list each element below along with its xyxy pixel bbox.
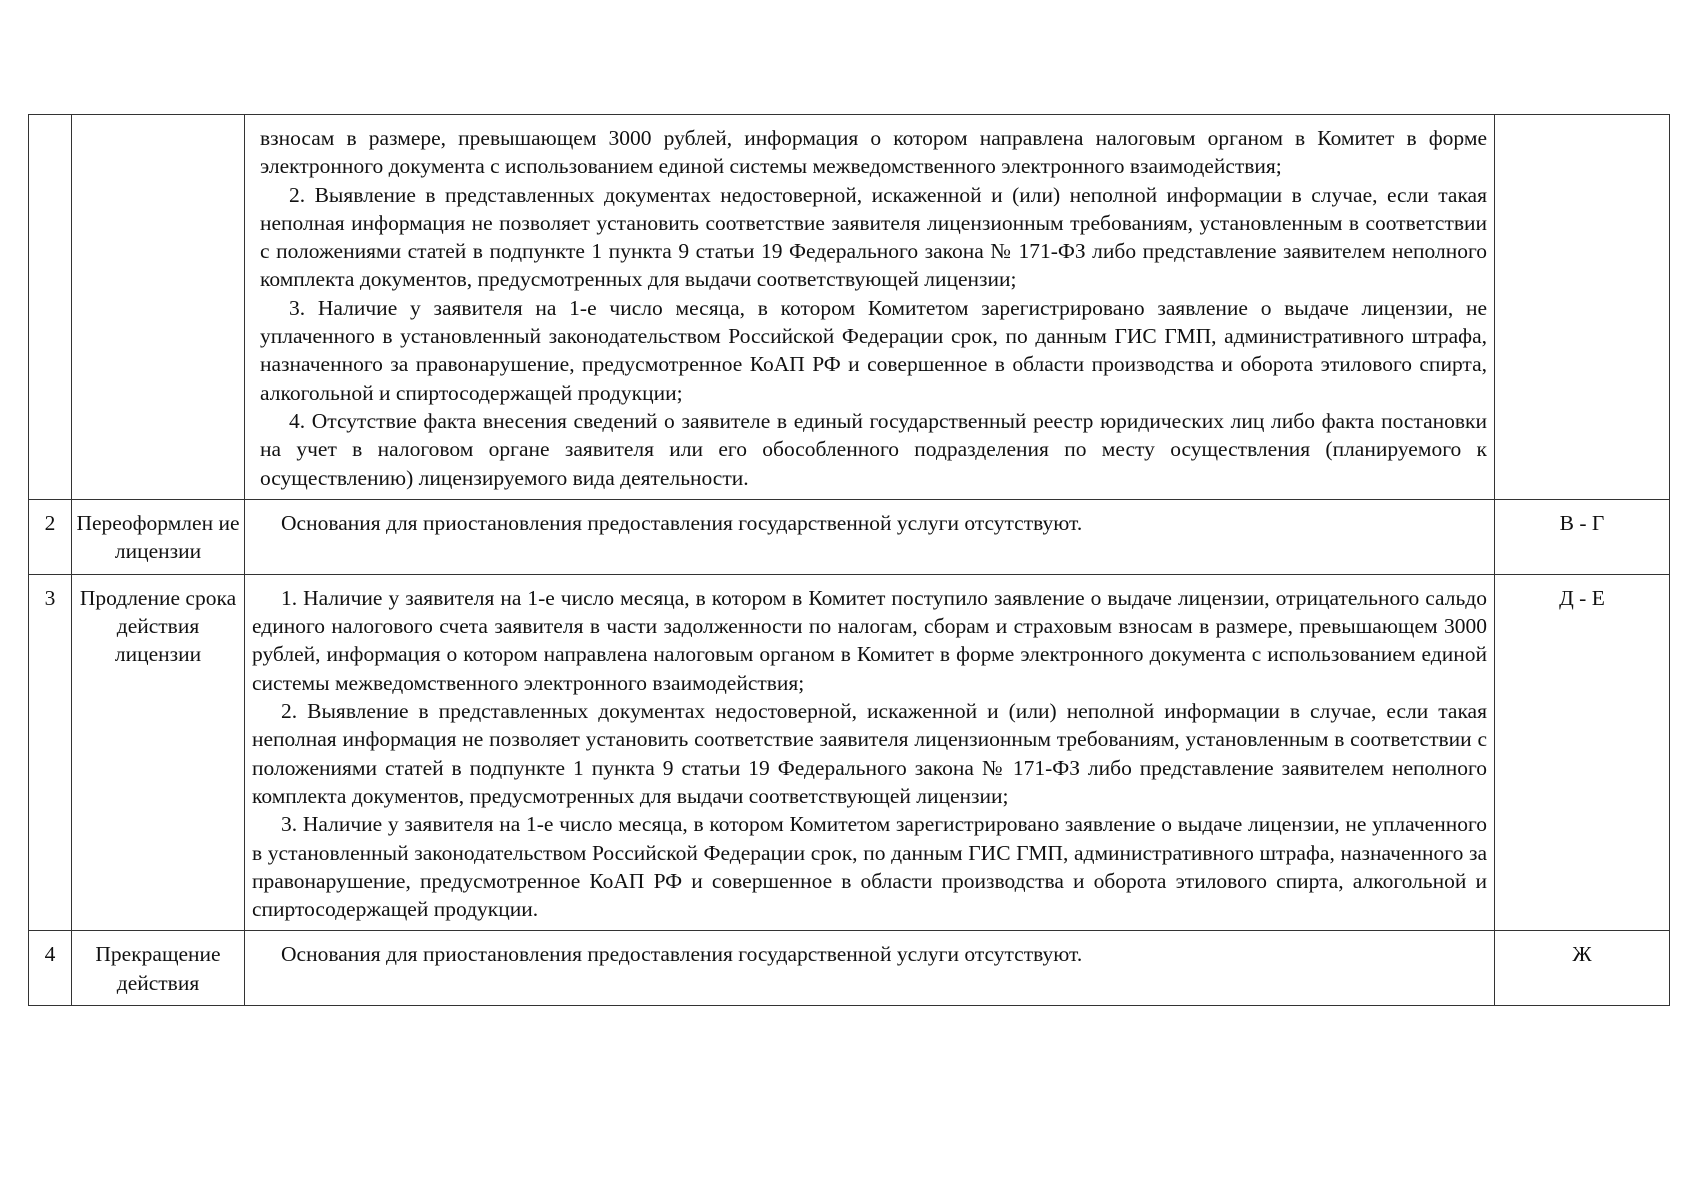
section-code: В - Г [1495,499,1670,574]
table-row [29,499,1670,574]
table-row [29,574,1670,931]
grounds-cell [245,115,1495,500]
grounds-cell [245,499,1495,574]
service-name: Продление срока действия лицензии [72,574,245,931]
continuation-paragraph: взносам в размере, превышающем 3000 рублей, информация о котором направлена налоговым органом в Комитет в форме электронного документа с использованием единой системы межведомственного электронного взаимодействия; [260,126,1487,179]
grounds-cell [245,574,1495,931]
ground-item: 4. Отсутствие факта внесения сведений о заявителе в единый государственный реестр юридических лиц либо факта постановки на учет в налоговом органе заявителя или его обособленного подразделения по месту осуществления (планируемого к осуществлению) лицензируемого вида деятельности. [260,408,1487,490]
ground-item: 3. Наличие у заявителя на 1-е число месяца, в котором Комитетом зарегистрировано заявление о выдаче лицензии, не уплаченного в установленный законодательством Российской Федерации срок, по данным ГИС ГМП, административного штрафа, назначенного за правонарушение, предусмотренное КоАП РФ и совершенное в области производства и оборота этилового спирта, алкогольной и спиртосодержащей продукции; [260,295,1487,405]
ground-item: Основания для приостановления предоставления государственной услуги отсутствуют. [281,510,1083,535]
ground-item: 3. Наличие у заявителя на 1-е число месяца, в котором Комитетом зарегистрировано заявление о выдаче лицензии, не уплаченного в установленный законодательством Российской Федерации срок, по данным ГИС ГМП, административного штрафа, назначенного за правонарушение, предусмотренное КоАП РФ и совершенное в области производства и оборота этилового спирта, алкогольной и спиртосодержащей продукции. [252,812,1487,922]
grounds-table [28,114,1670,1006]
table-row [29,931,1670,1006]
section-code: Д - Е [1495,574,1670,931]
ground-item: 2. Выявление в представленных документах недостоверной, искаженной и (или) неполной информации в случае, если такая неполная информация не позволяет установить соответствие заявителя лицензионным требованиям, установленным в соответствии с положениями статей в подпункте 1 пункта 9 статьи 19 Федерального закона № 171-ФЗ либо представление заявителем неполного комплекта документов, предусмотренных для выдачи соответствующей лицензии; [252,699,1487,808]
row-number: 3 [29,574,72,931]
section-code: Ж [1495,931,1670,1006]
service-name [72,115,245,500]
row-number [29,115,72,500]
service-name: Прекращение действия [72,931,245,1006]
ground-item: Основания для приостановления предоставления государственной услуги отсутствуют. [281,942,1083,967]
table-row [29,115,1670,500]
grounds-cell [245,931,1495,1006]
row-number: 4 [29,931,72,1006]
section-code [1495,115,1670,500]
ground-item: 2. Выявление в представленных документах недостоверной, искаженной и (или) неполной информации в случае, если такая неполная информация не позволяет установить соответствие заявителя лицензионным требованиям, установленным в соответствии с положениями статей в подпункте 1 пункта 9 статьи 19 Федерального закона № 171-ФЗ либо представление заявителем неполного комплекта документов, предусмотренных для выдачи соответствующей лицензии; [260,182,1487,292]
row-number: 2 [29,499,72,574]
ground-item: 1. Наличие у заявителя на 1-е число месяца, в котором в Комитет поступило заявление о выдаче лицензии, отрицательного сальдо единого налогового счета заявителя в части задолженности по налогам, сборам и страховым взносам в размере, превышающем 3000 рублей, информация о котором направлена налоговым органом в Комитет в форме электронного документа с использованием единой системы межведомственного электронного взаимодействия; [252,585,1487,695]
service-name: Переоформлен ие лицензии [72,499,245,574]
